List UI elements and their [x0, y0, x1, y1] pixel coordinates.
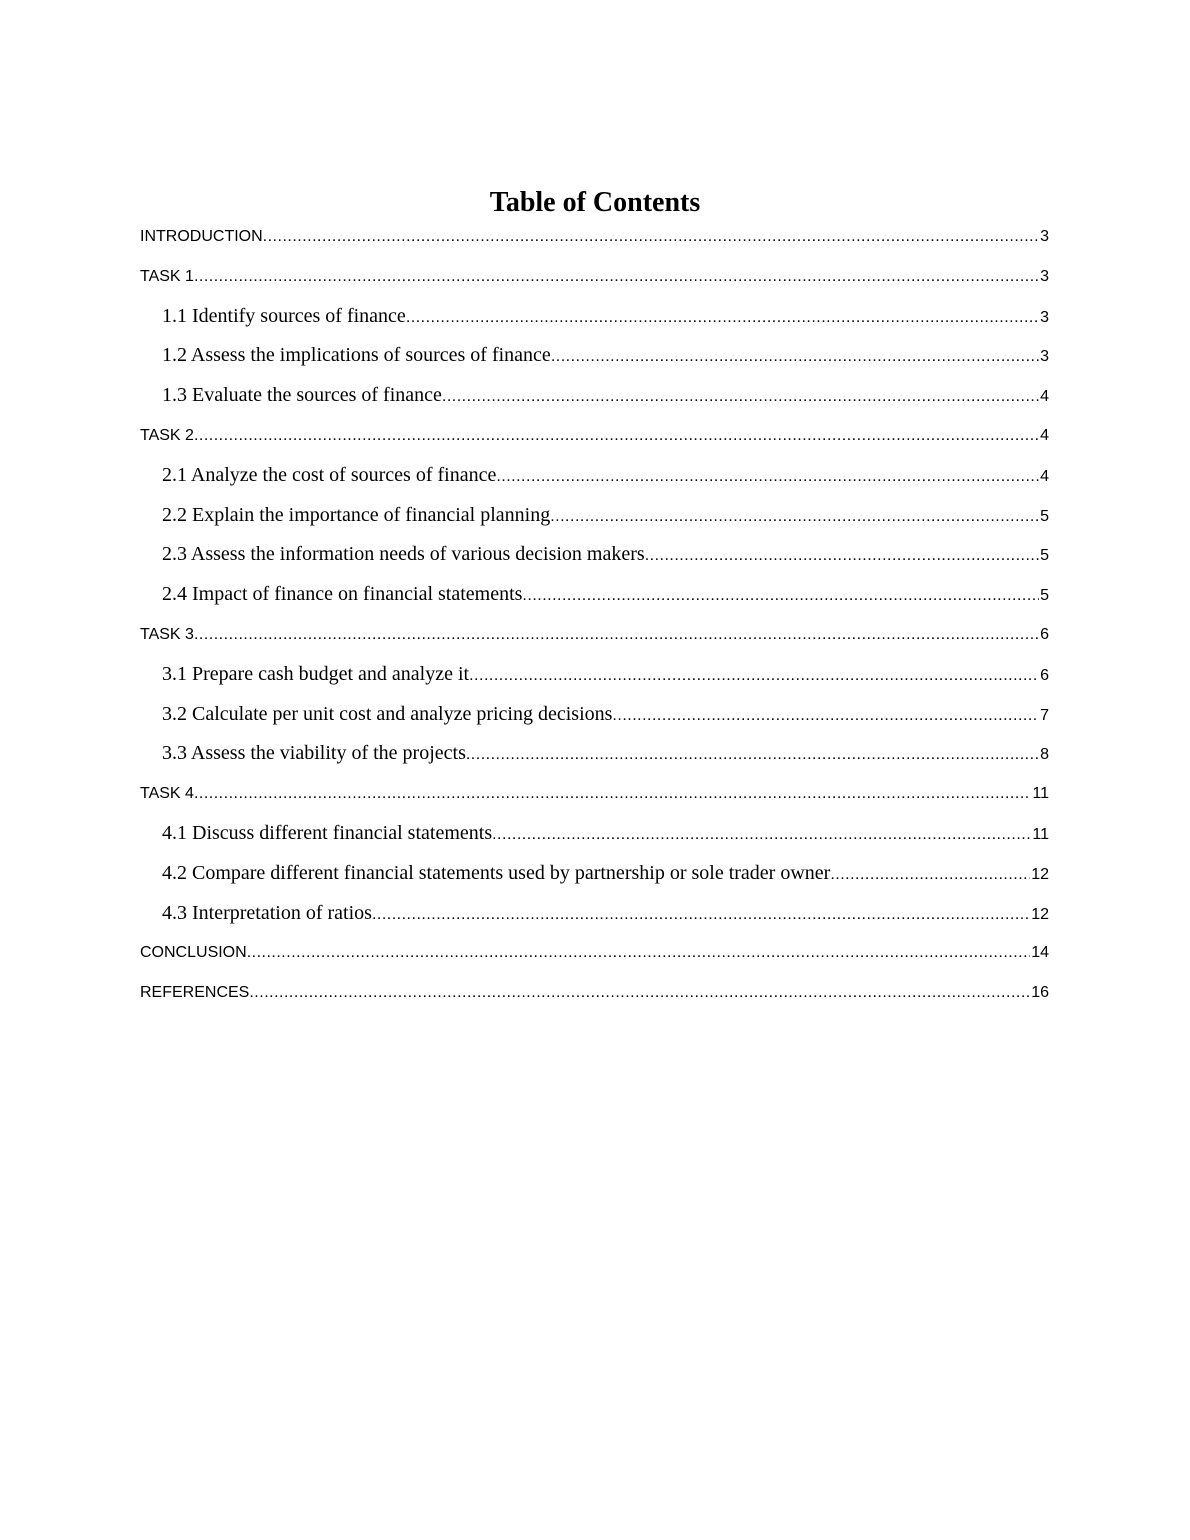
- toc-page-number[interactable]: 14: [1031, 944, 1049, 962]
- toc-entry-text[interactable]: 1.2 Assess the implications of sources of finance: [162, 344, 551, 367]
- toc-dot-leader: [406, 298, 1039, 337]
- toc-dot-leader: [830, 855, 1030, 894]
- toc-dot-leader: [550, 497, 1039, 536]
- toc-page-number[interactable]: 4: [1040, 467, 1049, 485]
- toc-dot-leader: [612, 696, 1039, 735]
- toc-dot-leader: [645, 536, 1039, 575]
- toc-dot-leader: [466, 735, 1039, 774]
- toc-entry[interactable]: [140, 297, 1049, 337]
- toc-entry-text[interactable]: TASK 2: [140, 426, 194, 444]
- toc-page-number[interactable]: 8: [1040, 746, 1049, 764]
- toc-entry-text[interactable]: 1.1 Identify sources of finance: [162, 304, 406, 327]
- toc-dot-leader: [247, 933, 1031, 973]
- toc-entry[interactable]: [140, 695, 1049, 735]
- toc-page-number[interactable]: 4: [1040, 426, 1049, 444]
- toc-entry[interactable]: [140, 655, 1049, 695]
- toc-page-number[interactable]: 16: [1031, 984, 1049, 1002]
- toc-page-number[interactable]: 3: [1040, 228, 1049, 245]
- toc-entry[interactable]: [140, 336, 1049, 376]
- toc-entry-text[interactable]: TASK 4: [140, 785, 194, 803]
- toc-page-number[interactable]: 12: [1031, 865, 1049, 883]
- toc-dot-leader: [249, 973, 1030, 1013]
- toc-dot-leader: [469, 656, 1039, 695]
- toc-page-number[interactable]: 3: [1040, 308, 1049, 326]
- toc-entry-text[interactable]: 1.3 Evaluate the sources of finance: [162, 384, 442, 407]
- toc-page-number[interactable]: 4: [1040, 388, 1049, 406]
- toc-entry[interactable]: [140, 814, 1049, 854]
- toc-entry-text[interactable]: 4.3 Interpretation of ratios: [162, 901, 372, 924]
- toc-dot-leader: [194, 774, 1031, 814]
- toc-dot-leader: [263, 217, 1039, 257]
- toc-entry[interactable]: [140, 575, 1049, 615]
- toc-entry-text[interactable]: 2.4 Impact of finance on financial statements: [162, 583, 523, 606]
- toc-entry-text[interactable]: 3.2 Calculate per unit cost and analyze pricing decisions: [162, 702, 613, 725]
- toc-page-number[interactable]: 5: [1040, 507, 1049, 525]
- toc-page-number[interactable]: 3: [1040, 267, 1049, 285]
- toc-entry[interactable]: [140, 774, 1049, 814]
- toc-entry-text[interactable]: 4.2 Compare different financial statements used by partnership or sole trader owner: [162, 861, 831, 884]
- toc-dot-leader: [442, 377, 1039, 416]
- toc-entry[interactable]: [140, 734, 1049, 774]
- toc-dot-leader: [194, 257, 1039, 297]
- toc-page-number[interactable]: 12: [1031, 905, 1049, 923]
- toc-entry-text[interactable]: 3.1 Prepare cash budget and analyze it: [162, 662, 470, 685]
- toc-entry[interactable]: [140, 973, 1049, 1013]
- toc-entry-text[interactable]: REFERENCES: [140, 984, 250, 1002]
- toc-page-number[interactable]: 5: [1040, 587, 1049, 605]
- toc-entry[interactable]: [140, 854, 1049, 894]
- toc-page-number[interactable]: 7: [1040, 706, 1049, 724]
- toc-entry[interactable]: [140, 535, 1049, 575]
- toc-entry-text[interactable]: CONCLUSION: [140, 944, 247, 962]
- toc-dot-leader: [551, 337, 1039, 376]
- toc-entry[interactable]: [140, 456, 1049, 496]
- toc-page-number[interactable]: 6: [1040, 666, 1049, 684]
- toc-entry[interactable]: [140, 615, 1049, 655]
- toc-entry-text[interactable]: 4.1 Discuss different financial statements: [162, 821, 493, 844]
- toc-page-number[interactable]: 5: [1040, 547, 1049, 565]
- toc-title: Table of Contents: [489, 187, 701, 218]
- toc-dot-leader: [522, 576, 1039, 615]
- toc-entry-text[interactable]: TASK 3: [140, 625, 194, 643]
- toc-entry-text[interactable]: 2.3 Assess the information needs of various decision makers: [162, 543, 645, 566]
- toc-entry-text[interactable]: 3.3 Assess the viability of the projects: [162, 742, 466, 765]
- toc-page-number[interactable]: 6: [1040, 625, 1049, 643]
- toc-entry[interactable]: [140, 217, 1049, 257]
- toc-page-number[interactable]: 11: [1032, 825, 1049, 843]
- toc-dot-leader: [492, 815, 1031, 854]
- toc-entry[interactable]: [140, 416, 1049, 456]
- toc-entry[interactable]: [140, 257, 1049, 297]
- toc-entry[interactable]: [140, 496, 1049, 536]
- toc-dot-leader: [194, 416, 1039, 456]
- toc-entry-text[interactable]: 2.1 Analyze the cost of sources of finance: [162, 463, 497, 486]
- toc-page-number[interactable]: 3: [1040, 348, 1049, 366]
- toc-entry-text[interactable]: INTRODUCTION: [140, 228, 263, 245]
- toc-page-number[interactable]: 11: [1032, 785, 1049, 803]
- toc-entry-text[interactable]: 2.2 Explain the importance of financial planning: [162, 503, 551, 526]
- toc-list: [140, 217, 1049, 1013]
- toc-dot-leader: [496, 457, 1039, 496]
- toc-dot-leader: [372, 895, 1030, 934]
- toc-entry[interactable]: [140, 894, 1049, 934]
- toc-entry[interactable]: [140, 376, 1049, 416]
- toc-dot-leader: [194, 615, 1039, 655]
- toc-entry-text[interactable]: TASK 1: [140, 267, 194, 285]
- toc-entry[interactable]: [140, 933, 1049, 973]
